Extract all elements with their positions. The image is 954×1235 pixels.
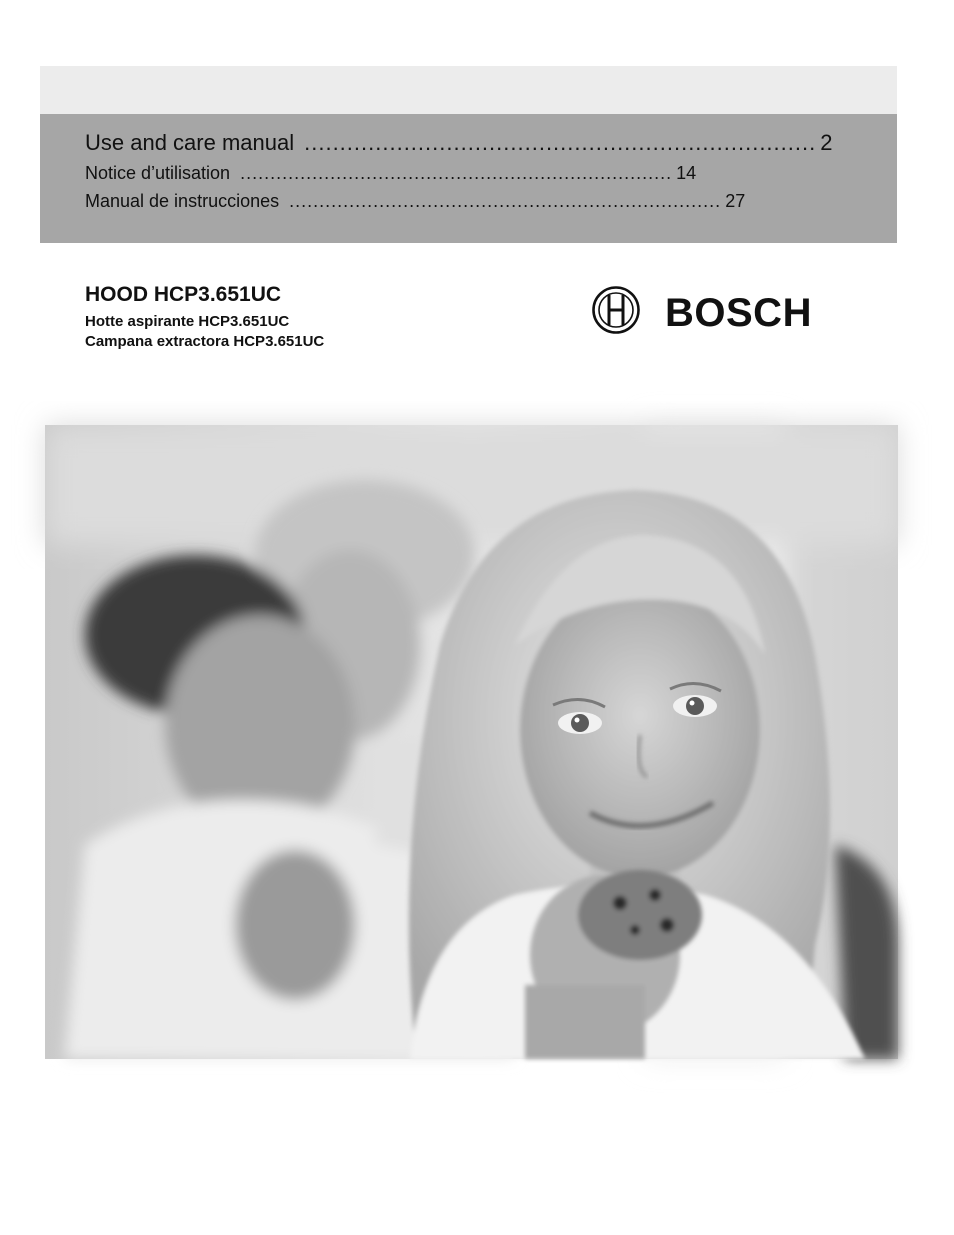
product-title-french: Hotte aspirante HCP3.651UC xyxy=(85,313,290,330)
bosch-armature-icon xyxy=(594,288,639,333)
table-of-contents xyxy=(40,114,897,243)
toc-entry-label: Use and care manual xyxy=(85,130,295,155)
product-title-spanish: Campana extractora HCP3.651UC xyxy=(85,333,325,350)
brand-wordmark: BOSCH xyxy=(665,291,812,335)
toc-entry-french[interactable] xyxy=(85,163,697,184)
product-title-english: HOOD HCP3.651UC xyxy=(85,283,282,306)
header-band xyxy=(40,66,897,114)
toc-leader-dots: ........................................................................ xyxy=(304,130,817,155)
toc-entry-english[interactable] xyxy=(85,130,833,156)
toc-entry-spanish[interactable] xyxy=(85,191,746,212)
family-photo xyxy=(45,425,898,1059)
toc-entry-page: 2 xyxy=(820,130,833,155)
product-titles xyxy=(85,283,324,353)
toc-entry-page: 27 xyxy=(725,191,746,211)
toc-leader-dots: ........................................................................ xyxy=(289,191,722,211)
toc-entry-label: Notice d’utilisation xyxy=(85,163,231,183)
bosch-logo xyxy=(592,286,832,336)
toc-entry-page: 14 xyxy=(676,163,697,183)
toc-leader-dots: ........................................................................ xyxy=(240,163,673,183)
toc-entry-label: Manual de instrucciones xyxy=(85,191,280,211)
